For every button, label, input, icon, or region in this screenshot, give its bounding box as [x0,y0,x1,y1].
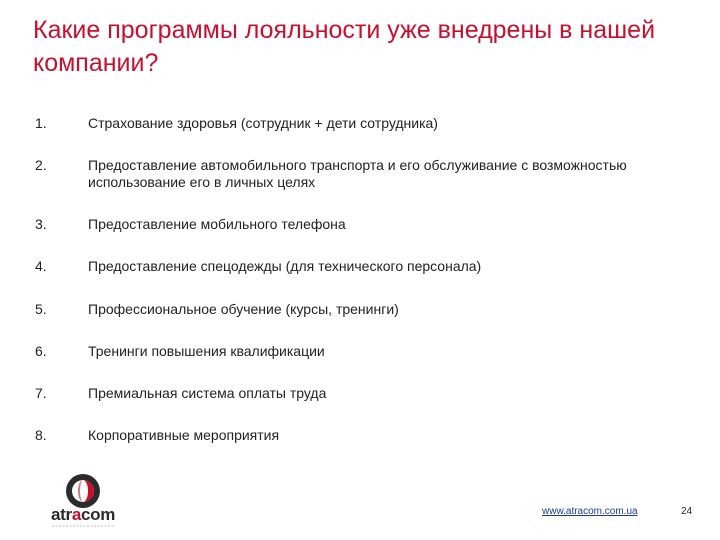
item-number: 6. [35,343,47,359]
item-text: Предоставление мобильного телефона [88,216,346,232]
atracom-logo-icon [42,470,124,530]
atracom-logo [42,470,124,530]
website-link[interactable]: www.atracom.com.ua [542,506,638,517]
item-number: 5. [35,301,47,317]
item-number: 3. [35,216,47,232]
item-number: 8. [35,427,47,443]
slide-title: Какие программы лояльности уже внедрены в нашей компании? [33,16,656,77]
item-number: 4. [35,258,47,274]
item-text: Профессиональное обучение (курсы, тренинги) [88,301,399,317]
item-number: 1. [35,115,47,131]
item-text: Предоставление спецодежды (для технического персонала) [88,258,482,274]
item-number: 2. [35,157,47,173]
item-text: Корпоративные мероприятия [88,427,280,443]
svg-text:atracom: atracom [50,505,116,524]
item-text: Тренинги повышения квалификации [88,343,325,359]
item-number: 7. [35,385,47,401]
item-text: Страхование здоровья (сотрудник + дети сотрудника) [88,115,438,131]
item-text: Премиальная система оплаты труда [88,385,327,401]
page-number: 24 [681,506,693,517]
item-text: Предоставление автомобильного транспорта и его обслуживание с возможностью использование его в личных целях [88,157,627,190]
